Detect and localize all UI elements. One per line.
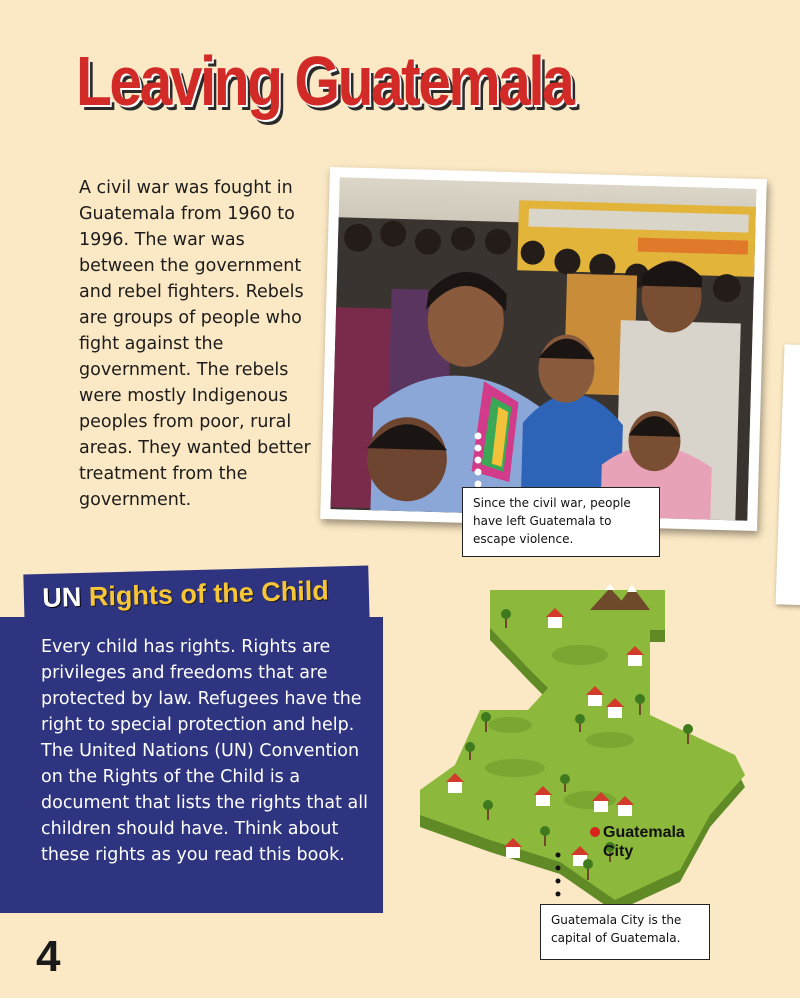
- page-number: 4: [36, 932, 61, 981]
- crowd-photo-illustration: [330, 177, 756, 521]
- un-heading-rest: Rights of the Child: [88, 575, 330, 612]
- guatemala-map: [410, 570, 770, 910]
- intro-paragraph: A civil war was fought in Guatemala from 1960 to 1996. The war was between the government and rebel fighters. Rebels are groups of people who fight against the government. The rebels were mostly Indigenous peoples from poor, rural areas. They wanted better treatment from the government.: [79, 178, 311, 510]
- page-title: Leaving Guatemala: [76, 42, 573, 120]
- partial-photo-edge: [775, 344, 800, 605]
- un-body-text: Every child has rights. Rights are privileges and freedoms that are protected by law. Refugees have the right to special protection and help. The United Nations (UN) Convention on the Rights of the Child is a document that lists the rights that all children should have. Think about these rights as you read this book.: [41, 637, 368, 865]
- caption-pointer: [468, 430, 488, 490]
- map-caption: Guatemala City is the capital of Guatemala.: [540, 904, 710, 960]
- city-label: Guatemala City: [603, 824, 685, 860]
- refugee-photo: [320, 167, 767, 531]
- photo-caption: Since the civil war, people have left Guatemala to escape violence.: [462, 487, 660, 557]
- city-marker-icon: [590, 827, 600, 837]
- un-heading-un: UN: [42, 581, 82, 613]
